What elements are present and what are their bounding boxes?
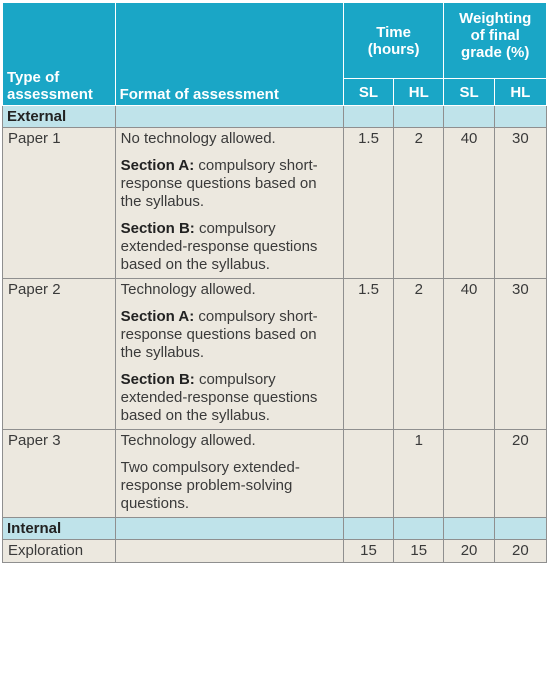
time-hl-value: 2 (394, 128, 444, 279)
time-sl-value: 15 (343, 540, 393, 563)
header-weight-hl: HL (494, 79, 546, 106)
format-intro: No technology allowed. (120, 130, 276, 147)
time-hl-value: 1 (394, 430, 444, 518)
row-format (115, 430, 343, 518)
header-row (3, 3, 547, 79)
weight-sl-value: 40 (444, 128, 494, 279)
table-row (3, 430, 547, 518)
section-label-internal: Internal (3, 518, 116, 540)
header-type-of-assessment: Type of assessment (3, 3, 116, 106)
format-intro: Technology allowed. (120, 432, 256, 449)
section-label-external: External (3, 106, 116, 128)
format-intro: Technology allowed. (120, 281, 256, 298)
table-row (3, 128, 547, 279)
row-type: Paper 1 (3, 128, 116, 279)
time-sl-value: 1.5 (343, 279, 393, 430)
section-row-external (3, 106, 547, 128)
header-time-sl: SL (343, 79, 393, 106)
weight-sl-value: 20 (444, 540, 494, 563)
time-sl-value: 1.5 (343, 128, 393, 279)
format-section-a: Section A: compulsory short-response questions based on the syllabus. (120, 308, 318, 361)
table-row (3, 540, 547, 563)
format-section-b: Section B: compulsory extended-response questions based on the syllabus. (120, 371, 318, 424)
row-type: Exploration (3, 540, 116, 563)
weight-hl-value: 30 (494, 279, 546, 430)
format-section-a: Section A: compulsory short-response questions based on the syllabus. (120, 157, 318, 210)
row-format (115, 128, 343, 279)
row-format (115, 540, 343, 563)
format-description: Two compulsory extended-response problem-solving questions. (120, 459, 300, 512)
header-time-hl: HL (394, 79, 444, 106)
weight-sl-value (444, 430, 494, 518)
header-time-hours: Time (hours) (343, 3, 444, 79)
weight-hl-value: 20 (494, 540, 546, 563)
format-section-b: Section B: compulsory extended-response questions based on the syllabus. (120, 220, 318, 273)
weight-hl-value: 20 (494, 430, 546, 518)
header-weight-sl: SL (444, 79, 494, 106)
weight-sl-value: 40 (444, 279, 494, 430)
section-row-internal (3, 518, 547, 540)
header-weighting: Weighting of final grade (%) (444, 3, 547, 79)
time-hl-value: 15 (394, 540, 444, 563)
time-hl-value: 2 (394, 279, 444, 430)
row-type: Paper 3 (3, 430, 116, 518)
row-type: Paper 2 (3, 279, 116, 430)
header-format-of-assessment: Format of assessment (115, 3, 343, 106)
table-row (3, 279, 547, 430)
time-sl-value (343, 430, 393, 518)
assessment-table (2, 2, 547, 563)
row-format (115, 279, 343, 430)
weight-hl-value: 30 (494, 128, 546, 279)
